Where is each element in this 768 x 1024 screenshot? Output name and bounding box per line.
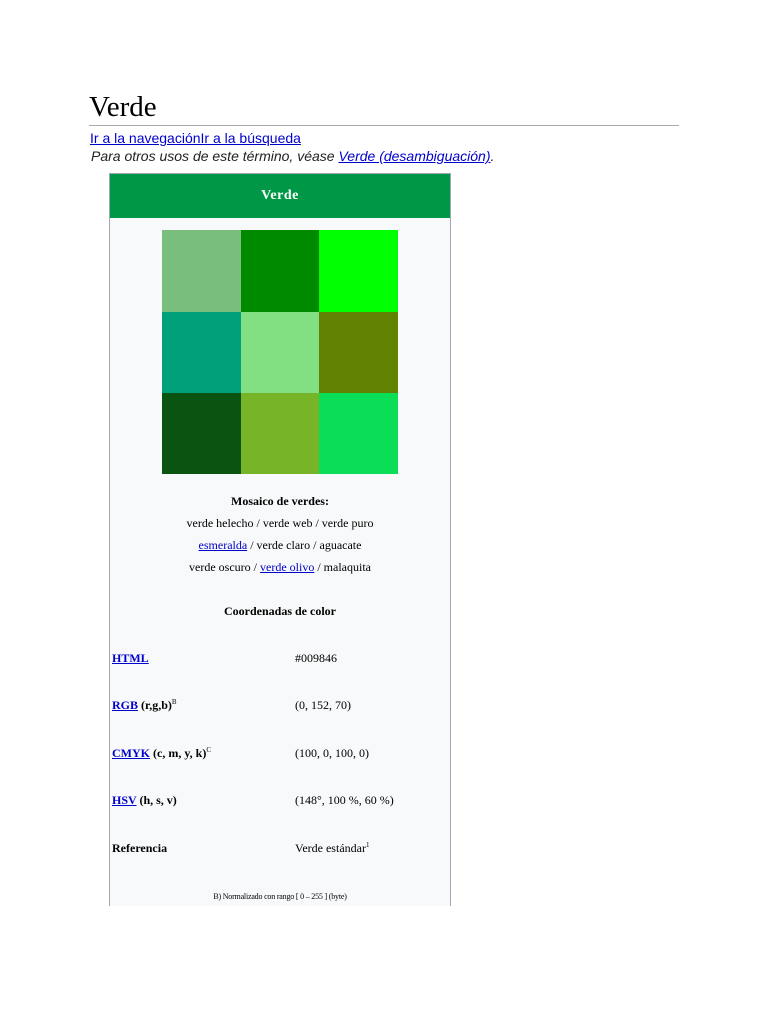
caption-line-3-pre: verde oscuro / xyxy=(189,560,260,574)
jump-links[interactable] xyxy=(90,130,301,147)
row-hsv-label xyxy=(112,793,177,808)
row-cmyk-value: (100, 0, 100, 0) xyxy=(295,746,369,760)
swatch-aguacate xyxy=(319,312,398,393)
row-cmyk-label xyxy=(112,746,211,761)
cmyk-footnote-ref[interactable]: C xyxy=(206,746,211,754)
row-rgb xyxy=(112,698,448,718)
caption-line-3 xyxy=(110,556,450,578)
hatnote xyxy=(91,148,494,165)
disambiguation-link[interactable]: Verde (desambiguación) xyxy=(338,148,491,164)
hsv-link[interactable]: HSV xyxy=(112,793,137,807)
swatch-verde-puro xyxy=(319,230,398,312)
hatnote-text: Para otros usos de este término, véase xyxy=(91,148,339,164)
caption-title: Mosaico de verdes: xyxy=(231,494,329,508)
row-rgb-value: (0, 152, 70) xyxy=(295,698,351,712)
cmyk-label-rest: (c, m, y, k) xyxy=(150,746,207,760)
rgb-link[interactable]: RGB xyxy=(112,698,139,712)
green-mosaic xyxy=(162,230,398,474)
caption-line-3-post: / malaquita xyxy=(314,560,371,574)
rgb-label-rest: (r,g,b) xyxy=(138,698,172,712)
row-referencia-label: Referencia xyxy=(112,841,168,855)
normalization-footnote: B) Normalizado con rango [ 0 – 255 ] (byte) xyxy=(213,892,347,901)
caption-line-2 xyxy=(110,534,450,556)
swatch-verde-oscuro xyxy=(162,393,241,474)
swatch-verde-web xyxy=(241,230,319,312)
row-hsv xyxy=(112,793,448,813)
hatnote-suffix: . xyxy=(490,148,495,164)
row-html-label xyxy=(112,651,149,666)
rgb-footnote-ref[interactable]: B xyxy=(171,698,177,706)
referencia-value-text: Verde estándar xyxy=(295,841,366,855)
row-html-value: #009846 xyxy=(295,651,337,665)
caption-line-2-rest: / verde claro / aguacate xyxy=(247,538,362,552)
color-coordinates-title: Coordenadas de color xyxy=(224,604,336,618)
mosaic-caption xyxy=(110,490,450,578)
page-title: Verde xyxy=(89,89,679,126)
row-cmyk xyxy=(112,746,448,766)
infobox-header: Verde xyxy=(110,174,450,218)
swatch-verde-helecho xyxy=(162,230,241,312)
html-link[interactable]: HTML xyxy=(112,651,149,665)
row-referencia-value xyxy=(295,841,369,856)
referencia-footnote-ref[interactable]: 1 xyxy=(365,841,370,849)
swatch-verde-olivo xyxy=(241,393,319,474)
esmeralda-link[interactable]: esmeralda xyxy=(198,538,248,552)
row-hsv-value: (148°, 100 %, 60 %) xyxy=(295,793,394,807)
jump-to-navigation-link[interactable]: Ir a la navegaciónIr a la búsqueda xyxy=(90,130,301,146)
hsv-label-rest: (h, s, v) xyxy=(136,793,177,807)
swatch-esmeralda xyxy=(162,312,241,393)
swatch-verde-claro xyxy=(241,312,319,393)
caption-line-1: verde helecho / verde web / verde puro xyxy=(186,516,374,530)
row-referencia xyxy=(112,841,448,861)
swatch-malaquita xyxy=(319,393,398,474)
verde-olivo-link[interactable]: verde olivo xyxy=(260,560,315,574)
row-rgb-label xyxy=(112,698,177,713)
infobox xyxy=(109,173,451,906)
cmyk-link[interactable]: CMYK xyxy=(112,746,150,760)
row-html xyxy=(112,651,448,671)
